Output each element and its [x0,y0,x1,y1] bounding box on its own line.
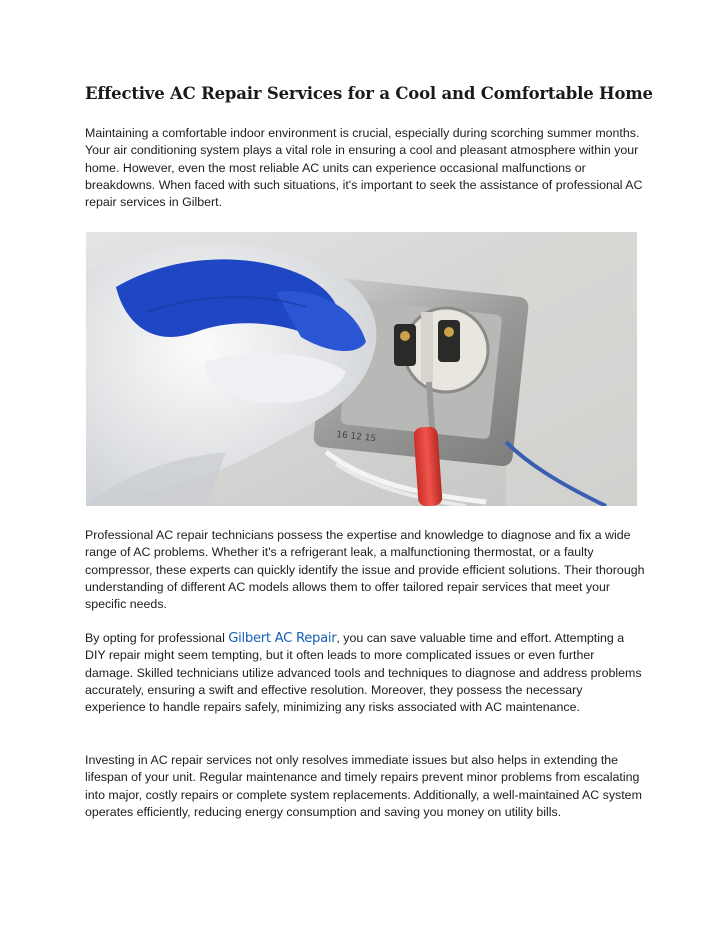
expertise-paragraph: Professional AC repair technicians possess the expertise and knowledge to diagnose and fix a wide range of AC problems. Whether it's a refrigerant leak, a malfunctioning thermostat, or a faulty compressor, these experts can quickly identify the issue and provide efficient solutions. Their thorough understanding of different AC models allows them to offer tailored repair services that meet your specific needs. [85,528,645,612]
professional-paragraph [85,630,645,716]
gilbert-ac-repair-link[interactable]: Gilbert AC Repair [228,631,337,646]
investing-paragraph: Investing in AC repair services not only resolves immediate issues but also helps in extending the lifespan of your unit. Regular maintenance and timely repairs prevent minor problems from escalating into major, costly repairs or complete system replacements. Additionally, a well-maintained AC system operates efficiently, reducing energy consumption and saving you money on utility bills. [85,753,642,819]
article-title: Effective AC Repair Services for a Cool and Comfortable Home [85,84,653,103]
socket-marking: 16 12 15 [335,430,377,445]
paragraph3-lead-text: By opting for professional [85,631,229,645]
intro-paragraph: Maintaining a comfortable indoor environment is crucial, especially during scorching summer months. Your air conditioning system plays a vital role in ensuring a cool and pleasant atmosphere within your home. However, even the most reliable AC units can experience occasional malfunctions or breakdowns. When faced with such situations, it's important to seek the assistance of professional AC repair services in Gilbert. [85,126,643,210]
socket-repair-photo [86,232,637,506]
paragraph3-rest-text: , you can save valuable time and effort. Attempting a DIY repair might seem tempting, but it often leads to more complicated issues or even further damage. Skilled technicians utilize advanced tools and techniques to diagnose and address problems accurately, ensuring a swift and effective resolution. Moreover, they possess the necessary experience to handle repairs safely, minimizing any risks associated with AC maintenance. [85,631,642,715]
